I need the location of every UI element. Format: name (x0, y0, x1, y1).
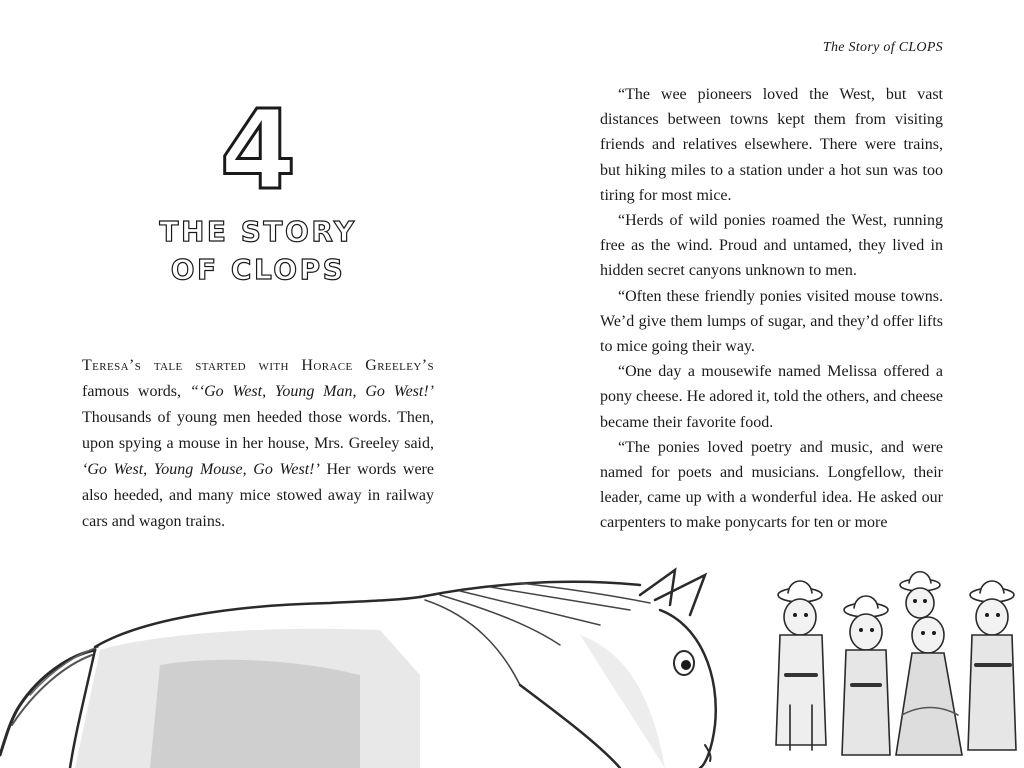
p1-text-1: famous words, (82, 383, 190, 400)
chapter-title-line-1: THE STORY (159, 215, 357, 248)
paragraph: “The wee pioneers loved the West, but vast distances between towns kept them from visiting friends and relatives elsewhere. There were trains, but hiking miles to a station under a hot sun was too tiring for most mice. (600, 86, 943, 204)
paragraph: “One day a mousewife named Melissa offered a pony cheese. He adored it, told the others, and cheese became their favorite food. (600, 363, 943, 431)
paragraph: “Often these friendly ponies visited mouse towns. We’d give them lumps of sugar, and they’d offer lifts to mice going their way. (600, 287, 943, 356)
p1-quote-2: ‘Go West, Young Mouse, Go West!’ (82, 461, 320, 478)
paragraph: “Herds of wild ponies roamed the West, running free as the wind. Proud and untamed, they lived in hidden secret canyons unknown to men. (600, 212, 943, 280)
mouse-cowboy (968, 581, 1016, 750)
right-page-text (600, 82, 943, 536)
opening-paragraph (82, 353, 434, 535)
mouse-cowboy (900, 572, 940, 618)
p1-text-3: Her words were also heeded, and many mice stowed away in railway cars and wagon trains. (82, 461, 434, 530)
mouse-cowboy (842, 596, 890, 755)
p1-text-2: Thousands of young men heeded those words. Then, upon spying a mouse in her house, Mrs. Greeley said, (82, 409, 434, 452)
opening-smallcaps: Teresa’s tale started with Horace Greeley’s (82, 357, 434, 374)
mouse-cowboy (776, 581, 826, 750)
chapter-number: 4 (219, 86, 297, 214)
pony-and-mice-illustration (0, 555, 1024, 768)
mice-drawing (776, 572, 1016, 755)
chapter-title (82, 213, 434, 289)
paragraph: “The ponies loved poetry and music, and were named for poets and musicians. Longfellow, their leader, came up with a wonderful idea. He asked our carpenters to make ponycarts for ten or more (600, 438, 943, 532)
pony-drawing (0, 570, 716, 768)
running-head: The Story of CLOPS (822, 40, 943, 55)
mouse-in-dress (896, 617, 962, 755)
p1-quote-1: “‘Go West, Young Man, Go West!’ (189, 383, 434, 400)
left-page-text (82, 353, 434, 535)
chapter-title-line-2: OF CLOPS (170, 253, 346, 286)
